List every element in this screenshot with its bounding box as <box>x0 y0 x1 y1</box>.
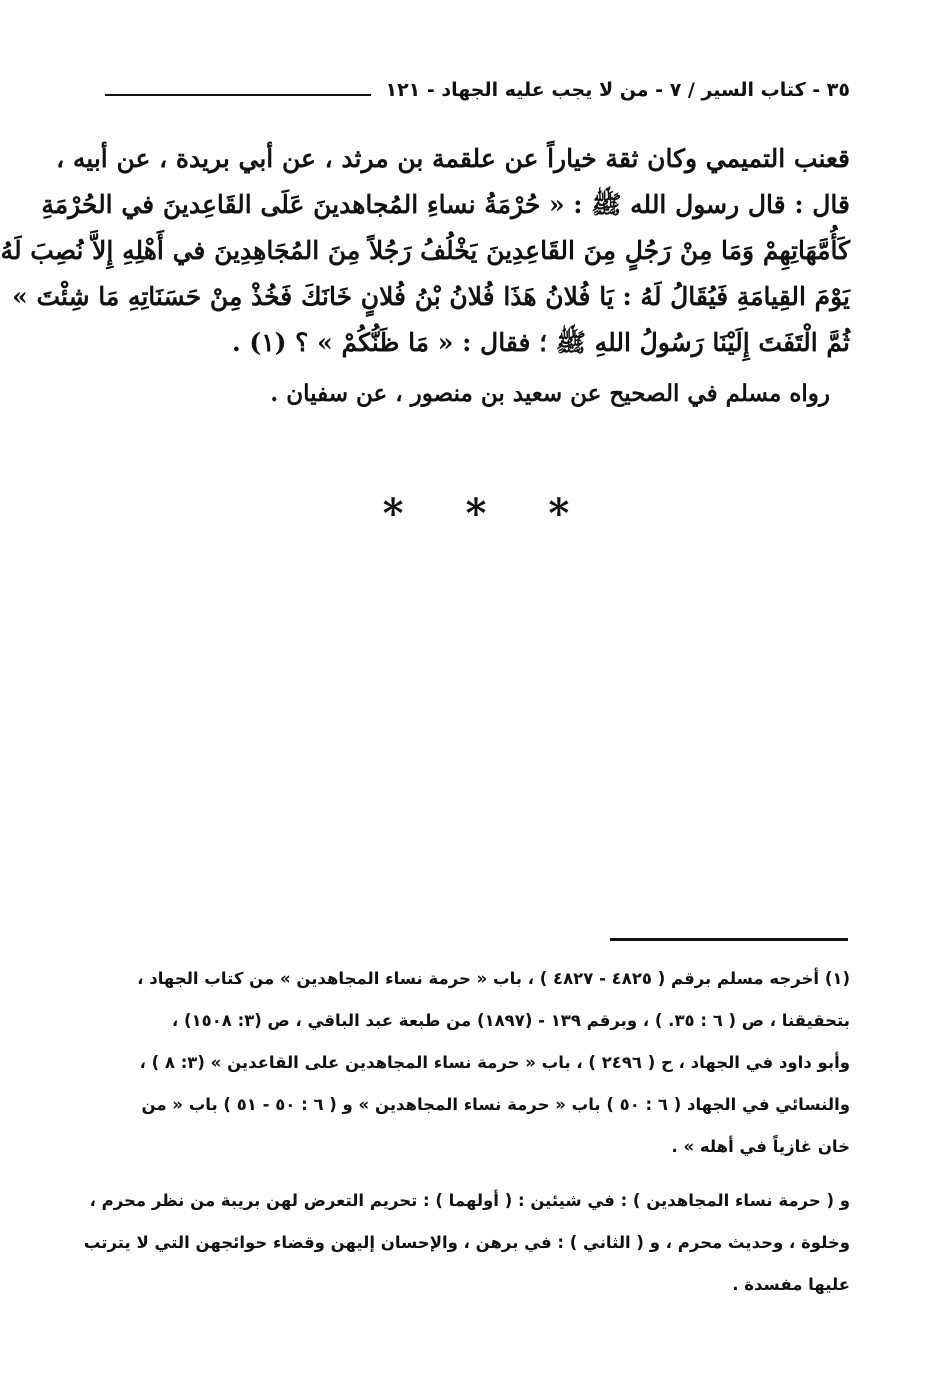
footnote-line: و ( حرمة نساء المجاهدين ) : في شيئين : ( أولهما ) : تحريم التعرض لهن بريبة من نظر محرم ، <box>89 1191 850 1210</box>
footnote-line: عليها مفسدة . <box>732 1275 850 1294</box>
footnote-line: (١) أخرجه مسلم برقم ( ٤٨٢٥ - ٤٨٢٧ ) ، باب « حرمة نساء المجاهدين » من كتاب الجهاد ، <box>137 969 850 988</box>
footnote-line: خان غازياً في أهله » . <box>671 1137 850 1156</box>
separator-star: * <box>382 490 404 537</box>
footnote-rule <box>610 938 848 941</box>
footnote-line: بتحقيقنا ، ص ( ٦ : ٣٥. ) ، وبرقم ١٣٩ - (١٨٩٧) من طبعة عبد الباقي ، ص (٣: ١٥٠٨) ، <box>171 1011 850 1030</box>
text-line: يَوْمَ القِيامَةِ فَيُقَالُ لَهُ : يَا فُلانُ هَذَا فُلانُ بْنُ فُلانٍ خَانَكَ فَخُذْ مِنْ حَسَنَاتِهِ مَا شِئْتَ » <box>12 282 850 311</box>
text-line: ثُمَّ الْتَفَتَ إِلَيْنَا رَسُولُ اللهِ ﷺ ؛ فقال : « مَا ظَنُّكُمْ » ؟ (١) . <box>231 328 850 357</box>
running-title: ٣٥ - كتاب السير / ٧ - من لا يجب عليه الجهاد - ١٢١ <box>385 79 850 101</box>
footnote-line: وخلوة ، وحديث محرم ، و ( الثاني ) : في برهن ، والإحسان إليهن وقضاء حوائجهن التي لا يترتب <box>83 1233 850 1252</box>
text-line: قال : قال رسول الله ﷺ : « حُرْمَةُ نساءِ المُجاهدينَ عَلَى القَاعِدينَ في الحُرْمَةِ <box>41 190 850 219</box>
hadith-text <box>0 136 850 366</box>
separator-star: * <box>465 490 487 537</box>
footnote-line: وأبو داود في الجهاد ، ح ( ٢٤٩٦ ) ، باب « حرمة نساء المجاهدين على القاعدين » (٣: ٨ ) ، <box>139 1053 850 1072</box>
text-line: قعنب التميمي وكان ثقة خياراً عن علقمة بن مرثد ، عن أبي بريدة ، عن أبيه ، <box>56 144 850 173</box>
header-rule <box>105 94 371 96</box>
footnote-gap <box>100 1168 850 1180</box>
section-separator <box>0 490 952 537</box>
separator-star: * <box>548 490 570 537</box>
narration-note: رواه مسلم في الصحيح عن سعيد بن منصور ، عن سفيان . <box>270 380 830 407</box>
text-line: كَأُمَّهَاتِهِمْ وَمَا مِنْ رَجُلٍ مِنَ القَاعِدِينَ يَخْلُفُ رَجُلاً مِنَ المُجَاهِدِينَ في أَهْلِهِ إِلاَّ نُصِبَ لَهُ <box>0 236 850 265</box>
footnotes <box>83 958 850 1306</box>
running-header <box>105 70 850 110</box>
footnote-line: والنسائي في الجهاد ( ٦ : ٥٠ ) باب « حرمة نساء المجاهدين » و ( ٦ : ٥٠ - ٥١ ) باب « من <box>141 1095 850 1114</box>
